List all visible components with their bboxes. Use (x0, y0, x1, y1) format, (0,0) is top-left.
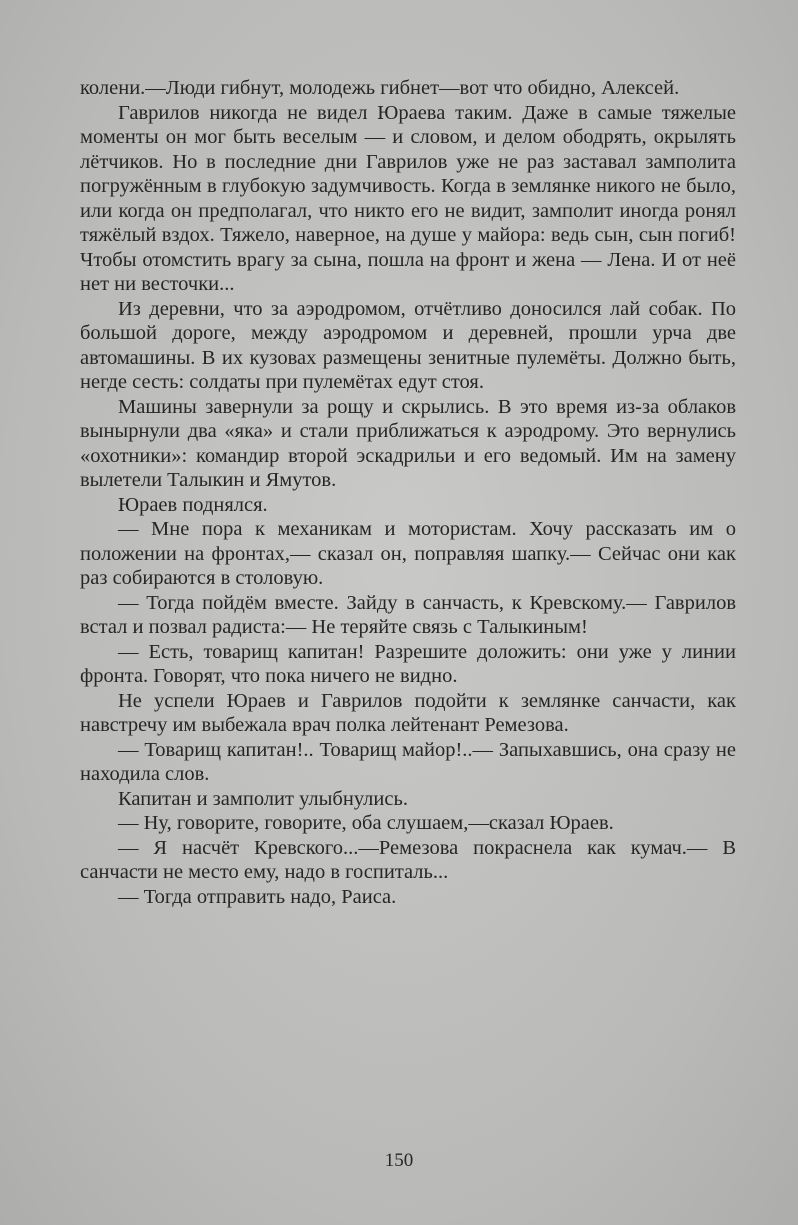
paragraph-9: Не успели Юраев и Гаврилов подойти к землянке санчасти, как навстречу им выбежала врач полка лейтенант Ремезова. (80, 689, 736, 736)
paragraph-1: колени.—Люди гибнут, молодежь гибнет—вот что обидно, Алексей. (80, 77, 680, 99)
paragraph-12: — Ну, говорите, говорите, оба слушаем,—сказал Юраев. (118, 812, 614, 834)
paragraph-13: — Я насчёт Кревского...—Ремезова покраснела как кумач.— В санчасти не место ему, надо в госпиталь... (80, 836, 736, 883)
paragraph-3: Из деревни, что за аэродромом, отчётливо доносился лай собак. По большой дороге, между аэродромом и деревней, прошли урча две автомашины. В их кузовах размещены зенитные пулемёты. Должно быть, негде сесть: солдаты при пулемётах едут стоя. (80, 297, 736, 393)
paragraph-10: — Товарищ капитан!.. Товарищ майор!..— Запыхавшись, она сразу не находила слов. (80, 738, 736, 785)
paragraph-14: — Тогда отправить надо, Раиса. (118, 885, 397, 908)
paragraph-6: — Мне пора к механикам и мотористам. Хочу рассказать им о положении на фронтах,— сказал он, поправляя шапку.— Сейчас они как раз собираются в столовую. (80, 518, 736, 589)
paragraph-5: Юраев поднялся. (118, 493, 268, 516)
paragraph-4: Машины завернули за рощу и скрылись. В это время из-за облаков вынырнули два «яка» и стали приближаться к аэродрому. Это вернулись «охотники»: командир второй эскадрильи и его ведомый. Им на замену вылетели Талыкин и Ямутов. (80, 395, 736, 491)
paragraph-11: Капитан и замполит улыбнулись. (118, 787, 408, 810)
paragraph-2: Гаврилов никогда не видел Юраева таким. Даже в самые тяжелые моменты он мог быть веселым — и словом, и делом ободрять, окрылять лётчиков. Но в последние дни Гаврилов уже не раз заставал замполита погружённым в глубокую задумчивость. Когда в землянке никого не было, или когда он предполагал, что никто его не видит, замполит иногда ронял тяжёлый вздох. Тяжело, наверное, на душе у майора: ведь сын, сын погиб! Чтобы отомстить врагу за сына, пошла на фронт и жена — Лена. И от неё нет ни весточки... (80, 101, 736, 295)
page-number: 150 (384, 1150, 414, 1171)
paragraph-7: — Тогда пойдём вместе. Зайду в санчасть, к Кревскому.— Гаврилов встал и позвал радиста:— Не теряйте связь с Талыкиным! (80, 591, 736, 638)
book-page (80, 76, 736, 909)
paragraph-8: — Есть, товарищ капитан! Разрешите доложить: они уже у линии фронта. Говорят, что пока ничего не видно. (80, 640, 736, 687)
